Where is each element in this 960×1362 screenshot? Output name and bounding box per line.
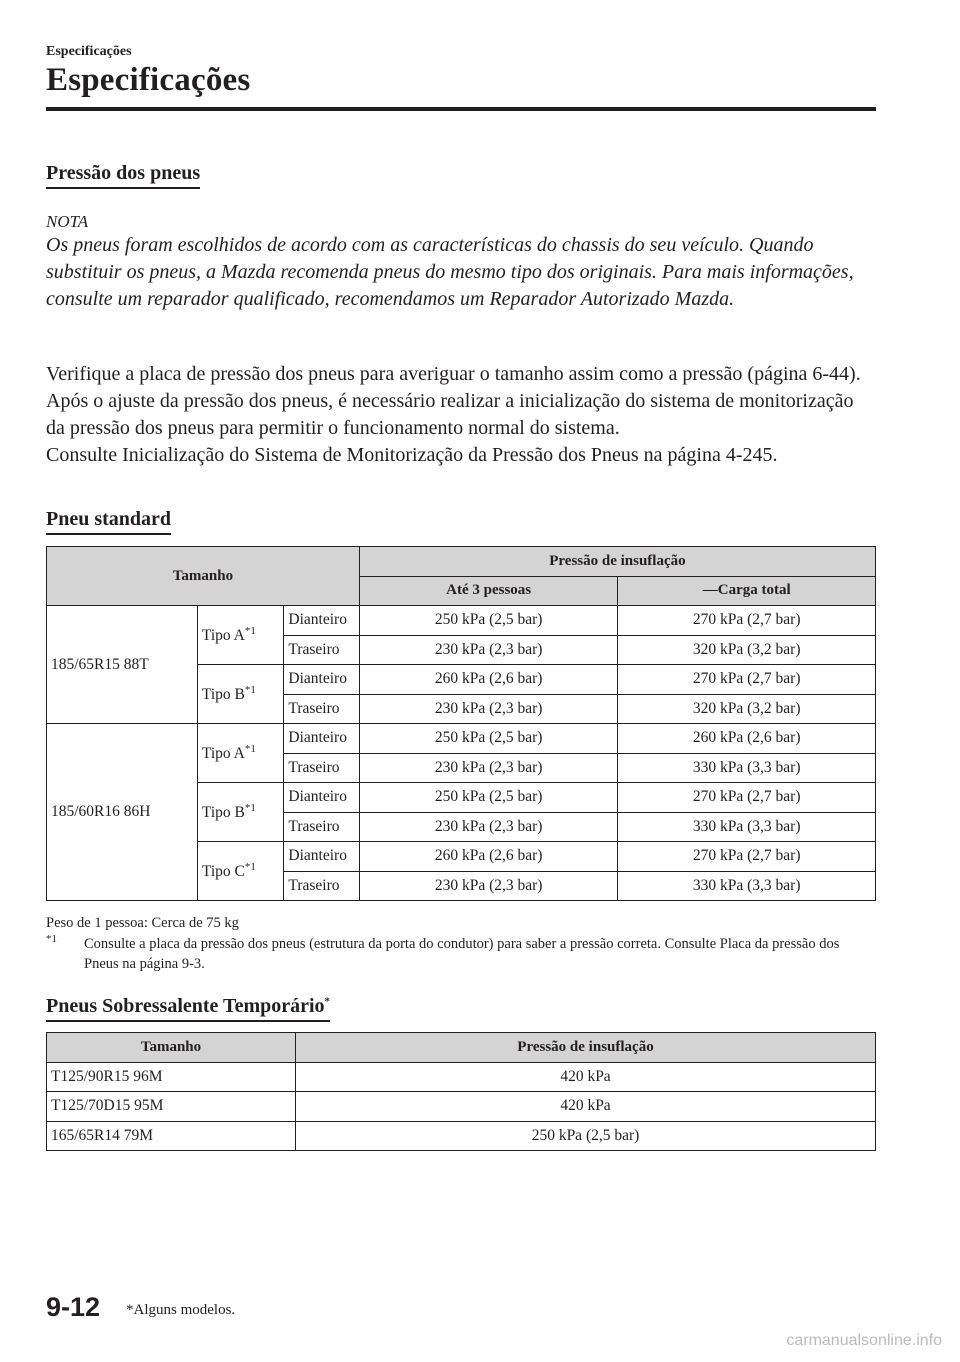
value-cell: 230 kPa (2,3 bar) <box>359 694 618 724</box>
col-three-people-header: Até 3 pessoas <box>359 576 618 606</box>
value-cell: 250 kPa (2,5 bar) <box>359 606 618 636</box>
value-cell: 420 kPa <box>296 1092 876 1122</box>
section-heading-tire-pressure: Pressão dos pneus <box>46 162 200 189</box>
type-cell: Tipo $A^{*1}$ <box>197 606 284 665</box>
note-block <box>46 232 876 313</box>
position-cell: Traseiro <box>284 871 359 901</box>
col-full-load-header: —Carga total <box>618 576 876 606</box>
page-number: 9-12 <box>46 1292 101 1322</box>
table-row <box>47 1121 876 1151</box>
value-cell: 230 kPa (2,3 bar) <box>359 812 618 842</box>
note-label: NOTA <box>46 212 89 231</box>
position-cell: Traseiro <box>284 812 359 842</box>
size-cell: 185/65R15 88T <box>47 606 198 724</box>
position-cell: Traseiro <box>284 635 359 665</box>
table-row <box>47 1062 876 1092</box>
section-heading-standard-tire: Pneu standard <box>46 508 171 535</box>
spare-tire-table <box>46 1032 876 1151</box>
header-rule <box>46 107 876 111</box>
col-size-header: Tamanho <box>47 547 360 606</box>
size-cell: T125/70D15 95M <box>47 1092 296 1122</box>
table-row <box>47 1092 876 1122</box>
type-cell: Tipo $B^{*1}$ <box>197 665 284 724</box>
col-pressure-header: Pressão de insuflação <box>359 547 875 577</box>
size-cell: 165/65R14 79M <box>47 1121 296 1151</box>
paragraph-initialization: Após o ajuste da pressão dos pneus, é necessário realizar a inicialização do sistema de monitorização da pressão dos pneus para permitir o funcionamento normal do sistema. <box>46 390 854 439</box>
table-row <box>47 606 876 636</box>
value-cell: 270 kPa (2,7 bar) <box>618 665 876 695</box>
table-row <box>47 724 876 754</box>
value-cell: 320 kPa (3,2 bar) <box>618 635 876 665</box>
position-cell: Dianteiro <box>284 665 359 695</box>
value-cell: 230 kPa (2,3 bar) <box>359 871 618 901</box>
value-cell: 270 kPa (2,7 bar) <box>618 842 876 872</box>
type-cell: Tipo $C^{*1}$ <box>197 842 284 901</box>
value-cell: 250 kPa (2,5 bar) <box>296 1121 876 1151</box>
footnote-text: Consulte a placa da pressão dos pneus (estrutura da porta do condutor) para saber a pressão correta. Consulte Placa da pressão dos Pneus na página 9-3. <box>84 936 840 972</box>
table-header-row <box>47 1033 876 1063</box>
watermark: carmanualsonline.info <box>786 1332 942 1349</box>
footnote <box>46 934 876 974</box>
note-text: Os pneus foram escolhidos de acordo com as características do chassis do seu veículo. Quando substituir os pneus, a Mazda recomenda pneus do mesmo tipo dos originais. Para mais informações, consulte um reparador qualificado, recomendamos um Reparador Autorizado Mazda. <box>46 234 854 310</box>
size-cell: 185/60R16 86H <box>47 724 198 901</box>
value-cell: 420 kPa <box>296 1062 876 1092</box>
standard-tire-table <box>46 546 876 901</box>
value-cell: 330 kPa (3,3 bar) <box>618 871 876 901</box>
col-pressure-header: Pressão de insuflação <box>296 1033 876 1063</box>
table-header-row <box>47 547 876 577</box>
value-cell: 330 kPa (3,3 bar) <box>618 812 876 842</box>
col-size-header: Tamanho <box>47 1033 296 1063</box>
value-cell: 260 kPa (2,6 bar) <box>359 842 618 872</box>
paragraph-check-plate: Verifique a placa de pressão dos pneus para averiguar o tamanho assim como a pressão (página 6-44). <box>46 363 861 385</box>
value-cell: 270 kPa (2,7 bar) <box>618 606 876 636</box>
value-cell: 260 kPa (2,6 bar) <box>359 665 618 695</box>
position-cell: Traseiro <box>284 753 359 783</box>
value-cell: 260 kPa (2,6 bar) <box>618 724 876 754</box>
models-note: *Alguns modelos. <box>126 1302 236 1318</box>
type-cell: Tipo $A^{*1}$ <box>197 724 284 783</box>
value-cell: 250 kPa (2,5 bar) <box>359 783 618 813</box>
position-cell: Traseiro <box>284 694 359 724</box>
size-cell: T125/90R15 96M <box>47 1062 296 1092</box>
paragraph-reference: Consulte Inicialização do Sistema de Monitorização da Pressão dos Pneus na página 4-245. <box>46 444 778 466</box>
value-cell: 270 kPa (2,7 bar) <box>618 783 876 813</box>
section-heading-spare-tire: Pneus Sobressalente Temporário* <box>46 995 330 1022</box>
value-cell: 320 kPa (3,2 bar) <box>618 694 876 724</box>
position-cell: Dianteiro <box>284 783 359 813</box>
value-cell: 330 kPa (3,3 bar) <box>618 753 876 783</box>
breadcrumb: Especificações <box>46 44 132 59</box>
footnote-weight: Peso de 1 pessoa: Cerca de 75 kg <box>46 915 239 931</box>
position-cell: Dianteiro <box>284 842 359 872</box>
page-title: Especificações <box>46 62 251 98</box>
position-cell: Dianteiro <box>284 724 359 754</box>
value-cell: 230 kPa (2,3 bar) <box>359 635 618 665</box>
value-cell: 230 kPa (2,3 bar) <box>359 753 618 783</box>
footnote-mark: *1 <box>46 933 57 945</box>
type-cell: Tipo $B^{*1}$ <box>197 783 284 842</box>
value-cell: 250 kPa (2,5 bar) <box>359 724 618 754</box>
position-cell: Dianteiro <box>284 606 359 636</box>
body-text <box>46 361 876 469</box>
